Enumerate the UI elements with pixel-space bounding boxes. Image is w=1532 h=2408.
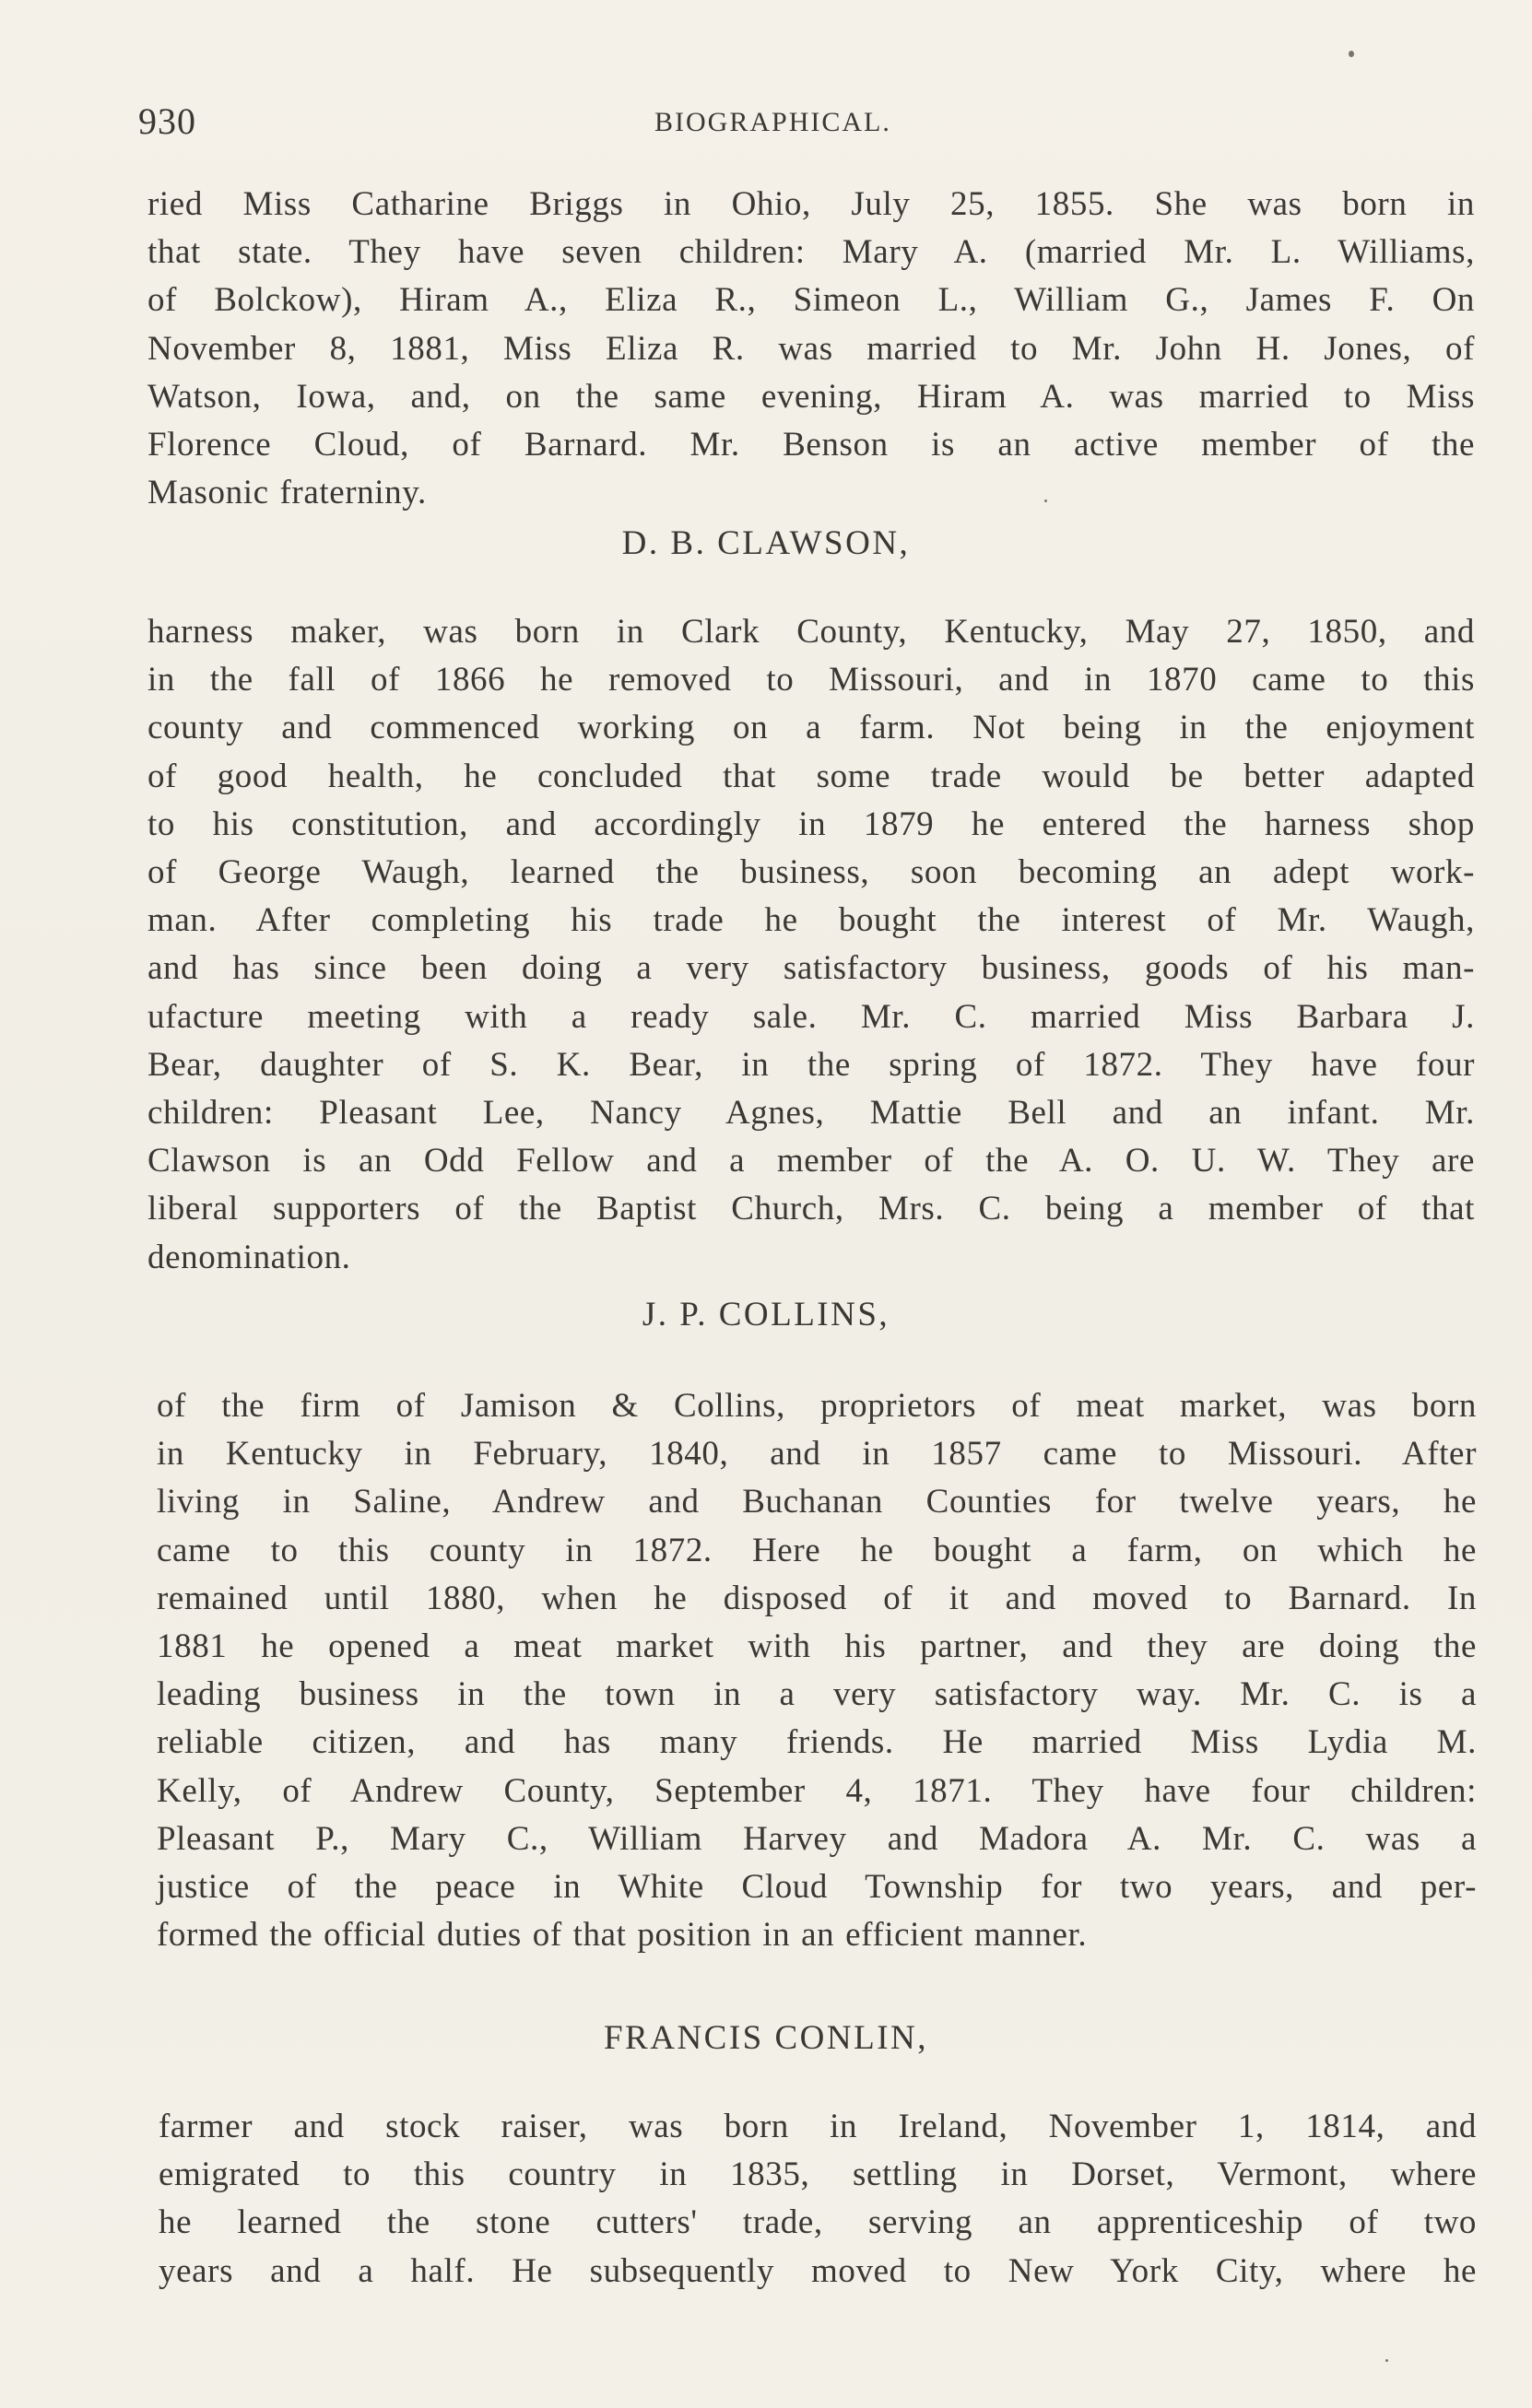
text-line: remained until 1880, when he disposed of it and moved to Barnard. In <box>157 1579 1477 1617</box>
paragraph-clawson <box>147 608 1475 1282</box>
text-line: formed the official duties of that position in an efficient manner. <box>157 1916 1088 1955</box>
text-line: of Bolckow), Hiram A., Eliza R., Simeon L., William G., James F. On <box>147 281 1475 320</box>
text-line: Kelly, of Andrew County, September 4, 1871. They have four children: <box>157 1771 1477 1810</box>
text-line: Watson, Iowa, and, on the same evening, Hiram A. was married to Miss <box>147 377 1475 416</box>
text-line: leading business in the town in a very satisfactory way. Mr. C. is a <box>157 1675 1477 1714</box>
heading-collins: J. P. COLLINS, <box>642 1296 890 1333</box>
text-line: and has since been doing a very satisfactory business, goods of his man- <box>147 949 1475 988</box>
text-line: Bear, daughter of S. K. Bear, in the spring of 1872. They have four <box>147 1045 1475 1084</box>
text-line: Pleasant P., Mary C., William Harvey and Madora A. Mr. C. was a <box>157 1819 1477 1858</box>
paragraph-collins <box>157 1382 1477 1959</box>
text-line: justice of the peace in White Cloud Township for two years, and per- <box>157 1868 1477 1907</box>
text-line: reliable citizen, and has many friends. He married Miss Lydia M. <box>157 1723 1477 1762</box>
running-head <box>138 100 1475 155</box>
text-line: 1881 he opened a meat market with his partner, and they are doing the <box>157 1627 1477 1666</box>
heading-conlin: FRANCIS CONLIN, <box>603 2019 929 2057</box>
text-line: he learned the stone cutters' trade, serving an apprenticeship of two <box>159 2203 1477 2242</box>
text-line: years and a half. He subsequently moved to New York City, where he <box>159 2251 1477 2290</box>
text-line: Clawson is an Odd Fellow and a member of the A. O. U. W. They are <box>147 1142 1475 1181</box>
text-line: November 8, 1881, Miss Eliza R. was married to Mr. John H. Jones, of <box>147 329 1475 368</box>
page-number: 930 <box>138 100 196 142</box>
ink-speck <box>1349 51 1354 57</box>
heading-clawson: D. B. CLAWSON, <box>621 524 911 562</box>
text-line: that state. They have seven children: Mary A. (married Mr. L. Williams, <box>147 233 1475 272</box>
text-line: harness maker, was born in Clark County, Kentucky, May 27, 1850, and <box>147 613 1475 651</box>
paragraph-benson-continued <box>147 181 1475 517</box>
text-line: living in Saline, Andrew and Buchanan Counties for twelve years, he <box>157 1483 1477 1521</box>
text-line: denomination. <box>147 1238 351 1276</box>
text-line: emigrated to this country in 1835, settling in Dorset, Vermont, where <box>159 2155 1477 2194</box>
text-line: Masonic fraterniny. <box>147 474 427 512</box>
text-line: of good health, he concluded that some trade would be better adapted <box>147 757 1475 795</box>
text-line: Florence Cloud, of Barnard. Mr. Benson is an active member of the <box>147 426 1475 464</box>
text-line: in the fall of 1866 he removed to Missouri, and in 1870 came to this <box>147 661 1475 699</box>
paragraph-conlin <box>159 2103 1477 2296</box>
text-line: came to this county in 1872. Here he bought a farm, on which he <box>157 1531 1477 1569</box>
text-line: children: Pleasant Lee, Nancy Agnes, Mattie Bell and an infant. Mr. <box>147 1094 1475 1133</box>
running-title: BIOGRAPHICAL. <box>654 107 891 137</box>
text-line: of George Waugh, learned the business, soon becoming an adept work- <box>147 853 1475 892</box>
ink-speck <box>1044 499 1047 502</box>
text-line: to his constitution, and accordingly in 1879 he entered the harness shop <box>147 805 1475 843</box>
ink-speck <box>1385 2359 1388 2362</box>
text-line: ried Miss Catharine Briggs in Ohio, July 25, 1855. She was born in <box>147 185 1475 223</box>
text-line: liberal supporters of the Baptist Church, Mrs. C. being a member of that <box>147 1190 1475 1228</box>
text-line: ufacture meeting with a ready sale. Mr. C. married Miss Barbara J. <box>147 997 1475 1036</box>
text-line: man. After completing his trade he bought the interest of Mr. Waugh, <box>147 901 1475 940</box>
text-line: of the firm of Jamison & Collins, proprietors of meat market, was born <box>157 1387 1477 1425</box>
text-line: county and commenced working on a farm. Not being in the enjoyment <box>147 709 1475 747</box>
text-line: in Kentucky in February, 1840, and in 1857 came to Missouri. After <box>157 1435 1477 1474</box>
text-line: farmer and stock raiser, was born in Ireland, November 1, 1814, and <box>159 2108 1477 2145</box>
